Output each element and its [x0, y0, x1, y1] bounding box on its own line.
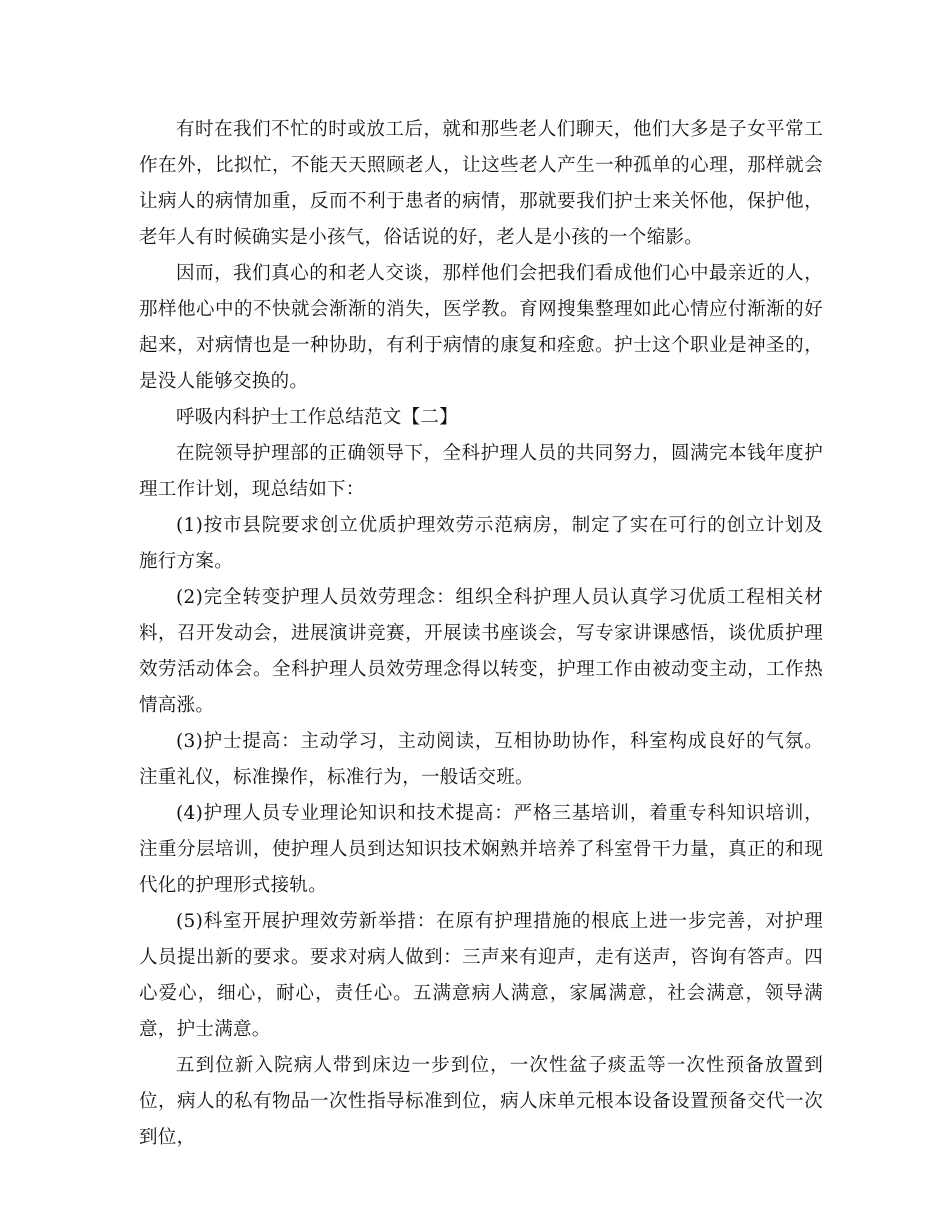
list-item-4: (4)护理人员专业理论知识和技术提高：严格三基培训，着重专科知识培训，注重分层培训，使护理人员到达知识技术娴熟并培养了科室骨干力量，真正的和现代化的护理形式接轨。	[139, 803, 823, 896]
paragraph-elderly-care: 有时在我们不忙的时或放工后，就和那些老人们聊天，他们大多是子女平常工作在外，比拟忙，不能天天照顾老人，让这些老人产生一种孤单的心理，那样就会让病人的病情加重，反而不利于患者的病情，那就要我们护士来关怀他，保护他，老年人有时候确实是小孩气，俗话说的好，老人是小孩的一个缩影。	[139, 119, 823, 248]
document-body	[139, 112, 823, 1156]
list-item-2: (2)完全转变护理人员效劳理念：组织全科护理人员认真学习优质工程相关材料，召开发动会，进展演讲竞赛，开展读书座谈会，写专家讲课感悟，谈优质护理效劳活动体会。全科护理人员效劳理念得以转变，护理工作由被动变主动，工作热情高涨。	[139, 587, 823, 716]
paragraph-heartfelt-talk: 因而，我们真心的和老人交谈，那样他们会把我们看成他们心中最亲近的人，那样他心中的不快就会渐渐的消失，医学教。育网搜集整理如此心情应付渐渐的好起来，对病情也是一种协助，有利于病情的康复和痊愈。护士这个职业是神圣的，是没人能够交换的。	[139, 263, 823, 392]
section-title: 呼吸内科护士工作总结范文【二】	[176, 407, 459, 428]
list-item-5: (5)科室开展护理效劳新举措：在原有护理措施的根底上进一步完善，对护理人员提出新的要求。要求对病人做到：三声来有迎声，走有送声，咨询有答声。四心爱心，细心，耐心，责任心。五满意病人满意，家属满意，社会满意，领导满意，护士满意。	[139, 911, 823, 1040]
paragraph-five-in-place: 五到位新入院病人带到床边一步到位，一次性盆子痰盂等一次性预备放置到位，病人的私有物品一次性指导标准到位，病人床单元根本设备设置预备交代一次到位，	[139, 1055, 823, 1148]
list-item-3: (3)护士提高：主动学习，主动阅读，互相协助协作，科室构成良好的气氛。注重礼仪，标准操作，标准行为，一般话交班。	[139, 731, 823, 788]
paragraph-intro: 在院领导护理部的正确领导下，全科护理人员的共同努力，圆满完本钱年度护理工作计划，现总结如下：	[139, 443, 823, 500]
list-item-1: (1)按市县院要求创立优质护理效劳示范病房，制定了实在可行的创立计划及施行方案。	[139, 515, 823, 572]
